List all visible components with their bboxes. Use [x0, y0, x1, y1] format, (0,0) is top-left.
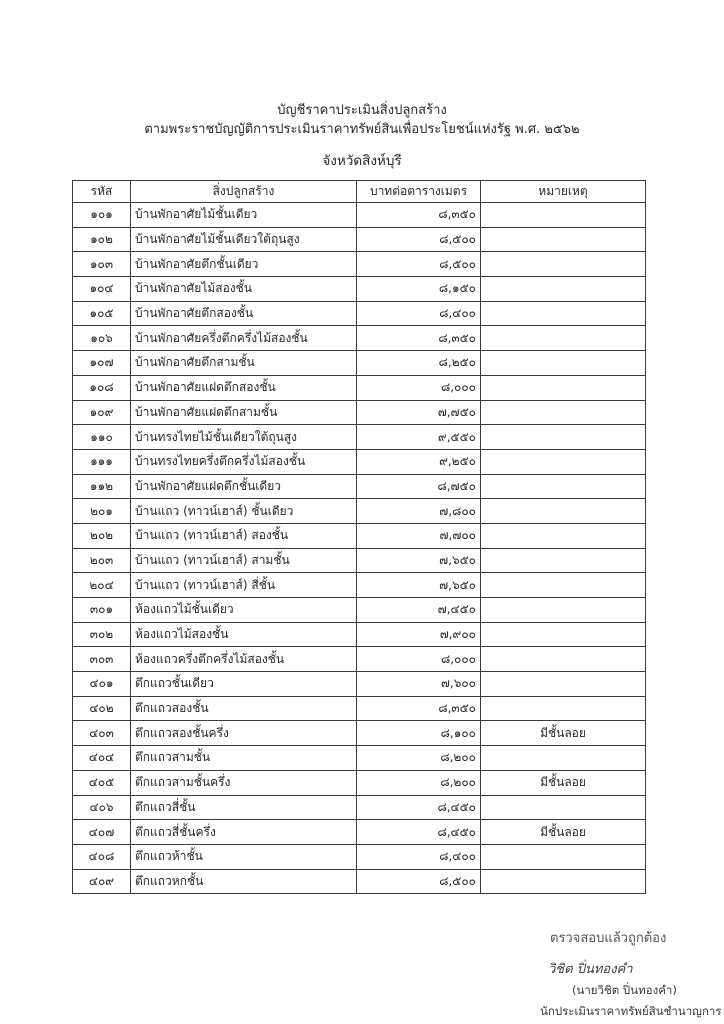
table-row: [73, 425, 646, 450]
table-row: [73, 523, 646, 548]
cell-remark: [481, 548, 646, 573]
cell-price: ๘,๐๐๐: [357, 647, 481, 672]
cell-remark: [481, 622, 646, 647]
table-row: [73, 672, 646, 697]
cell-code: ๑๐๕: [73, 301, 131, 326]
cell-building: บ้านพักอาศัยแฝดตึกชั้นเดียว: [131, 474, 357, 499]
cell-remark: [481, 696, 646, 721]
cell-remark: [481, 795, 646, 820]
cell-remark: [481, 474, 646, 499]
table-header-row: [73, 181, 646, 203]
table-row: [73, 252, 646, 277]
cell-remark: [481, 301, 646, 326]
cell-code: ๔๐๑: [73, 672, 131, 697]
cell-price: ๘,๔๕๐: [357, 820, 481, 845]
table-row: [73, 696, 646, 721]
table-row: [73, 326, 646, 351]
cell-price: ๘,๓๕๐: [357, 326, 481, 351]
cell-building: ตึกแถวสองชั้น: [131, 696, 357, 721]
cell-building: บ้านแถว (ทาวน์เฮาส์) สามชั้น: [131, 548, 357, 573]
cell-code: ๒๐๓: [73, 548, 131, 573]
table-row: [73, 820, 646, 845]
cell-building: บ้านพักอาศัยตึกสองชั้น: [131, 301, 357, 326]
table-row: [73, 795, 646, 820]
column-header-remark: หมายเหตุ: [481, 181, 646, 203]
cell-remark: [481, 227, 646, 252]
cell-code: ๑๐๙: [73, 400, 131, 425]
table-row: [73, 375, 646, 400]
table-row: [73, 746, 646, 771]
table-row: [73, 277, 646, 302]
document-subtitle: ตามพระราชบัญญัติการประเมินราคาทรัพย์สินเพื่อประโยชน์แห่งรัฐ พ.ศ. ๒๕๖๒: [144, 122, 580, 137]
cell-code: ๒๐๑: [73, 499, 131, 524]
cell-code: ๔๐๒: [73, 696, 131, 721]
table-row: [73, 647, 646, 672]
cell-building: บ้านทรงไทยไม้ชั้นเดียวใต้ถุนสูง: [131, 425, 357, 450]
table-row: [73, 351, 646, 376]
cell-code: ๔๐๗: [73, 820, 131, 845]
table-row: [73, 474, 646, 499]
cell-price: ๘,๒๐๐: [357, 770, 481, 795]
table-row: [73, 227, 646, 252]
cell-building: บ้านพักอาศัยแฝดตึกสามชั้น: [131, 400, 357, 425]
cell-building: บ้านแถว (ทาวน์เฮาส์) ชั้นเดียว: [131, 499, 357, 524]
cell-building: บ้านพักอาศัยตึกสามชั้น: [131, 351, 357, 376]
table-row: [73, 203, 646, 228]
cell-remark: [481, 869, 646, 894]
cell-building: ห้องแถวไม้ชั้นเดียว: [131, 598, 357, 623]
cell-code: ๓๐๒: [73, 622, 131, 647]
cell-building: ตึกแถวห้าชั้น: [131, 844, 357, 869]
signer-name: (นายวิชิต ปิ่นทองคำ): [572, 983, 677, 997]
cell-price: ๗,๖๕๐: [357, 548, 481, 573]
cell-code: ๑๐๒: [73, 227, 131, 252]
cell-price: ๙,๕๕๐: [357, 425, 481, 450]
cell-remark: [481, 746, 646, 771]
cell-code: ๔๐๖: [73, 795, 131, 820]
table-row: [73, 400, 646, 425]
cell-remark: [481, 425, 646, 450]
cell-price: ๘,๕๐๐: [357, 252, 481, 277]
cell-price: ๗,๗๕๐: [357, 400, 481, 425]
table-body: [73, 203, 646, 894]
cell-remark: [481, 252, 646, 277]
cell-code: ๒๐๔: [73, 573, 131, 598]
cell-code: ๔๐๓: [73, 721, 131, 746]
cell-remark: [481, 598, 646, 623]
cell-code: ๓๐๑: [73, 598, 131, 623]
cell-remark: มีชั้นลอย: [481, 820, 646, 845]
cell-remark: [481, 351, 646, 376]
cell-price: ๙,๒๕๐: [357, 449, 481, 474]
cell-price: ๗,๙๐๐: [357, 622, 481, 647]
cell-price: ๗,๔๕๐: [357, 598, 481, 623]
cell-code: ๑๐๖: [73, 326, 131, 351]
cell-remark: [481, 203, 646, 228]
table-row: [73, 721, 646, 746]
signature: วิชิต ปิ่นทองคำ: [548, 962, 633, 977]
table-row: [73, 301, 646, 326]
cell-remark: [481, 499, 646, 524]
cell-remark: [481, 400, 646, 425]
column-header-code: รหัส: [73, 181, 131, 203]
cell-price: ๘,๔๕๐: [357, 795, 481, 820]
table-row: [73, 548, 646, 573]
cell-building: บ้านแถว (ทาวน์เฮาส์) สี่ชั้น: [131, 573, 357, 598]
cell-building: ห้องแถวไม้สองชั้น: [131, 622, 357, 647]
cell-code: ๑๐๑: [73, 203, 131, 228]
cell-price: ๘,๑๐๐: [357, 721, 481, 746]
cell-remark: [481, 523, 646, 548]
cell-price: ๘,๗๕๐: [357, 474, 481, 499]
cell-price: ๘,๕๐๐: [357, 869, 481, 894]
cell-code: ๑๐๓: [73, 252, 131, 277]
cell-remark: มีชั้นลอย: [481, 721, 646, 746]
column-header-price: บาทต่อตารางเมตร: [357, 181, 481, 203]
cell-price: ๘,๐๐๐: [357, 375, 481, 400]
cell-remark: [481, 326, 646, 351]
cell-code: ๔๐๕: [73, 770, 131, 795]
cell-remark: [481, 449, 646, 474]
cell-code: ๔๐๙: [73, 869, 131, 894]
cell-remark: มีชั้นลอย: [481, 770, 646, 795]
cell-building: บ้านพักอาศัยไม้ชั้นเดียว: [131, 203, 357, 228]
pricing-table: [72, 180, 646, 894]
cell-code: ๔๐๔: [73, 746, 131, 771]
province-title: จังหวัดสิงห์บุรี: [322, 153, 402, 169]
cell-building: บ้านพักอาศัยไม้ชั้นเดียวใต้ถุนสูง: [131, 227, 357, 252]
table-row: [73, 573, 646, 598]
cell-building: บ้านแถว (ทาวน์เฮาส์) สองชั้น: [131, 523, 357, 548]
cell-remark: [481, 375, 646, 400]
cell-price: ๘,๔๐๐: [357, 301, 481, 326]
cell-code: ๑๐๗: [73, 351, 131, 376]
cell-building: บ้านพักอาศัยไม้สองชั้น: [131, 277, 357, 302]
cell-remark: [481, 647, 646, 672]
cell-remark: [481, 573, 646, 598]
cell-price: ๘,๒๕๐: [357, 351, 481, 376]
cell-building: ตึกแถวสองชั้นครึ่ง: [131, 721, 357, 746]
table-row: [73, 598, 646, 623]
cell-remark: [481, 277, 646, 302]
table-row: [73, 869, 646, 894]
cell-building: ตึกแถวสี่ชั้นครึ่ง: [131, 820, 357, 845]
cell-price: ๘,๒๐๐: [357, 746, 481, 771]
cell-building: บ้านพักอาศัยแฝดตึกสองชั้น: [131, 375, 357, 400]
cell-price: ๘,๔๐๐: [357, 844, 481, 869]
cell-building: ตึกแถวชั้นเดียว: [131, 672, 357, 697]
cell-price: ๗,๖๕๐: [357, 573, 481, 598]
cell-remark: [481, 672, 646, 697]
cell-price: ๗,๘๐๐: [357, 499, 481, 524]
cell-price: ๘,๓๕๐: [357, 696, 481, 721]
cell-remark: [481, 844, 646, 869]
cell-building: บ้านพักอาศัยครึ่งตึกครึ่งไม้สองชั้น: [131, 326, 357, 351]
cell-building: บ้านทรงไทยครึ่งตึกครึ่งไม้สองชั้น: [131, 449, 357, 474]
table-row: [73, 499, 646, 524]
cell-code: ๒๐๒: [73, 523, 131, 548]
cell-building: บ้านพักอาศัยตึกชั้นเดียว: [131, 252, 357, 277]
cell-building: ตึกแถวหกชั้น: [131, 869, 357, 894]
cell-price: ๘,๑๕๐: [357, 277, 481, 302]
cell-code: ๑๑๒: [73, 474, 131, 499]
table-row: [73, 622, 646, 647]
cell-price: ๘,๓๕๐: [357, 203, 481, 228]
cell-price: ๗,๖๐๐: [357, 672, 481, 697]
cell-building: ตึกแถวสามชั้นครึ่ง: [131, 770, 357, 795]
column-header-building: สิ่งปลูกสร้าง: [131, 181, 357, 203]
table-row: [73, 449, 646, 474]
cell-code: ๑๑๐: [73, 425, 131, 450]
document-title: บัญชีราคาประเมินสิ่งปลูกสร้าง: [277, 103, 447, 118]
cell-building: ตึกแถวสี่ชั้น: [131, 795, 357, 820]
cell-code: ๑๑๑: [73, 449, 131, 474]
table-row: [73, 770, 646, 795]
cell-code: ๓๐๓: [73, 647, 131, 672]
certify-text: ตรวจสอบแล้วถูกต้อง: [550, 931, 667, 946]
table-row: [73, 844, 646, 869]
cell-price: ๘,๕๐๐: [357, 227, 481, 252]
cell-price: ๗,๗๐๐: [357, 523, 481, 548]
cell-code: ๑๐๘: [73, 375, 131, 400]
cell-code: ๑๐๔: [73, 277, 131, 302]
cell-building: ตึกแถวสามชั้น: [131, 746, 357, 771]
cell-code: ๔๐๘: [73, 844, 131, 869]
cell-building: ห้องแถวครึ่งตึกครึ่งไม้สองชั้น: [131, 647, 357, 672]
signer-position: นักประเมินราคาทรัพย์สินชำนาญการ: [540, 1004, 722, 1018]
